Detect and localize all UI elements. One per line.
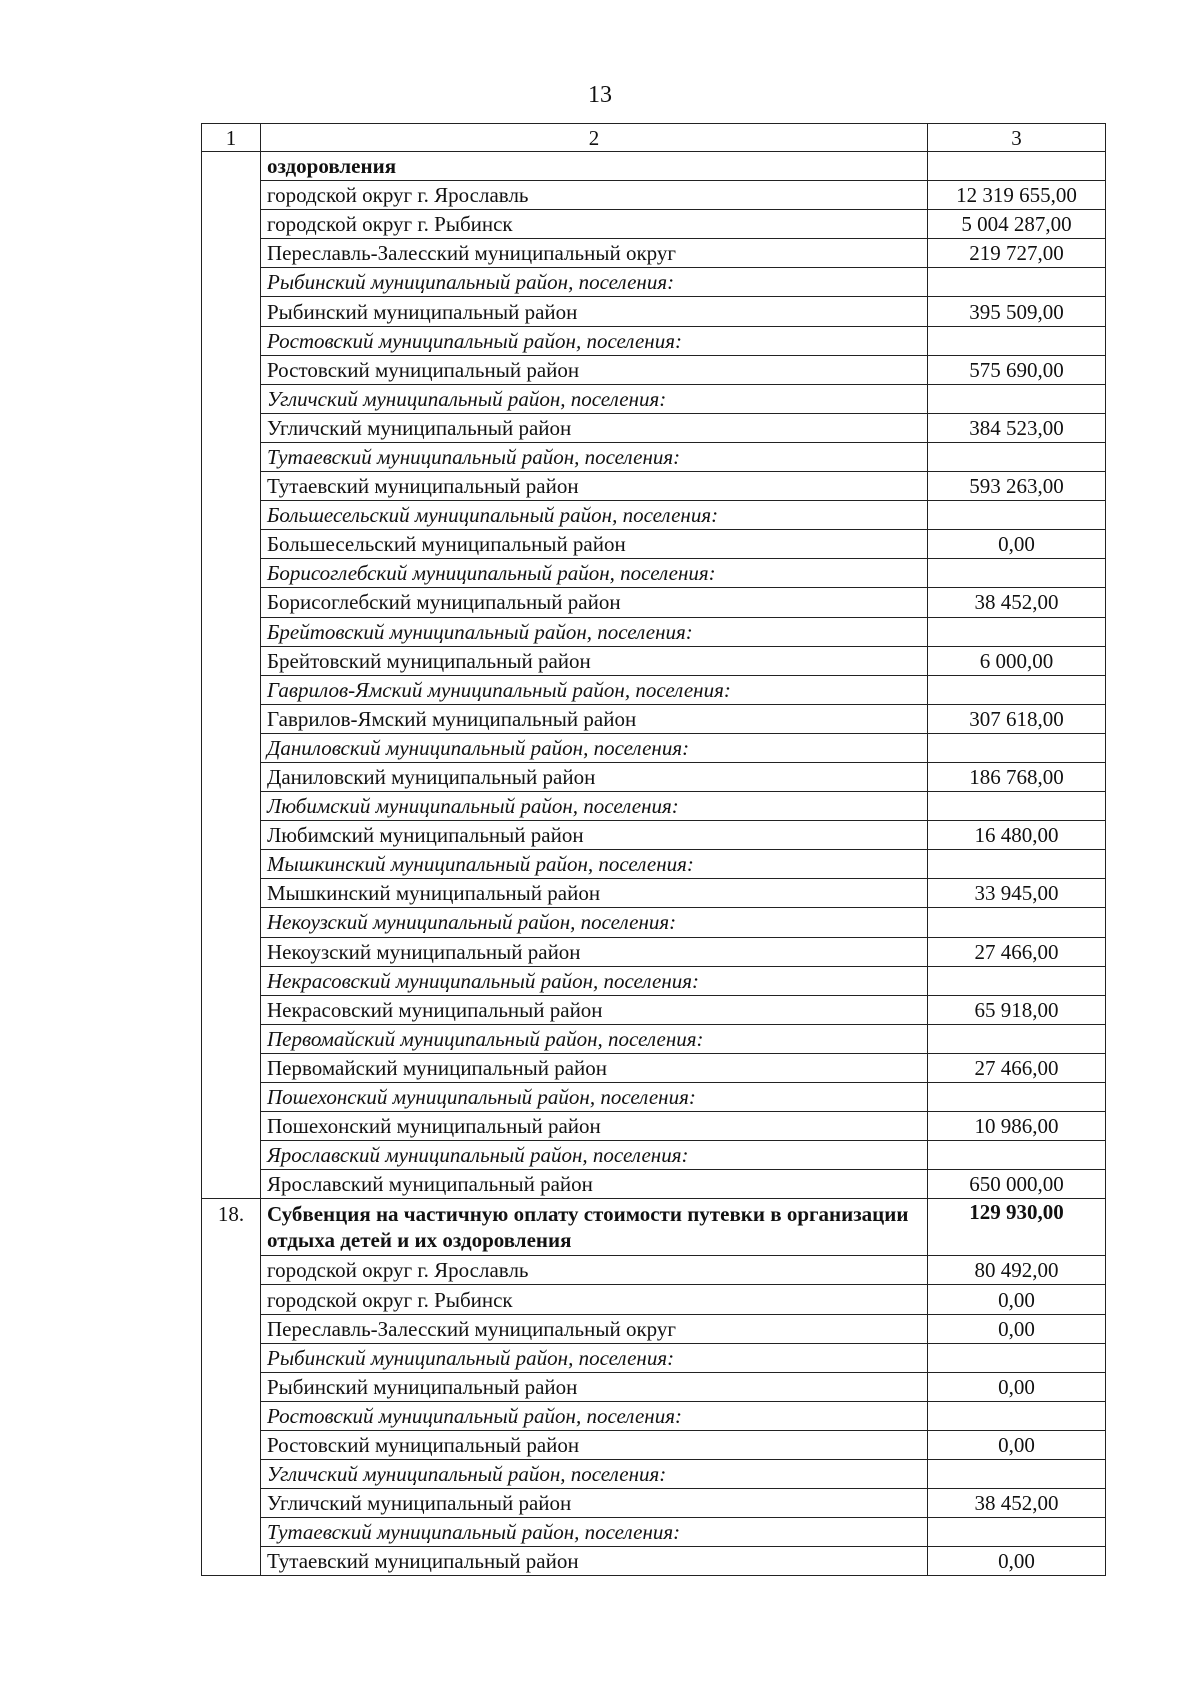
- row-number: 18.: [202, 1199, 261, 1576]
- table-row: [202, 1460, 1106, 1489]
- row-amount: 650 000,00: [928, 1170, 1106, 1199]
- table-row: [202, 617, 1106, 646]
- table-row: [202, 297, 1106, 326]
- row-name: Даниловский муниципальный район, поселения:: [261, 733, 928, 762]
- row-amount: 80 492,00: [928, 1256, 1106, 1285]
- row-amount: 0,00: [928, 1372, 1106, 1401]
- page-number: 13: [588, 82, 612, 108]
- row-amount: 593 263,00: [928, 472, 1106, 501]
- row-amount: [928, 326, 1106, 355]
- table-row: [202, 879, 1106, 908]
- table-row: [202, 1343, 1106, 1372]
- row-amount: [928, 1083, 1106, 1112]
- table-row: [202, 326, 1106, 355]
- table-row: [202, 937, 1106, 966]
- row-amount: [928, 617, 1106, 646]
- table-row: [202, 472, 1106, 501]
- row-amount: [928, 675, 1106, 704]
- row-amount: [928, 850, 1106, 879]
- row-amount: [928, 908, 1106, 937]
- row-name: городской округ г. Рыбинск: [261, 210, 928, 239]
- row-name: Некоузский муниципальный район: [261, 937, 928, 966]
- table-row: [202, 733, 1106, 762]
- table-row: [202, 704, 1106, 733]
- table-row: [202, 413, 1106, 442]
- row-amount: [928, 559, 1106, 588]
- row-amount: 33 945,00: [928, 879, 1106, 908]
- row-name: Ярославский муниципальный район, поселения:: [261, 1141, 928, 1170]
- row-amount: 27 466,00: [928, 1053, 1106, 1082]
- header-col-2: 2: [261, 124, 928, 152]
- row-name: Угличский муниципальный район: [261, 1489, 928, 1518]
- table-row: [202, 1314, 1106, 1343]
- table-row: [202, 821, 1106, 850]
- row-amount: 186 768,00: [928, 762, 1106, 791]
- row-name: Тутаевский муниципальный район, поселения:: [261, 442, 928, 471]
- table-row: [202, 792, 1106, 821]
- row-amount: [928, 733, 1106, 762]
- row-amount: 65 918,00: [928, 995, 1106, 1024]
- row-name: Переславль-Залесский муниципальный округ: [261, 239, 928, 268]
- row-amount: 38 452,00: [928, 1489, 1106, 1518]
- row-name: Ростовский муниципальный район: [261, 1430, 928, 1459]
- table-row: [202, 355, 1106, 384]
- row-amount: 16 480,00: [928, 821, 1106, 850]
- row-name: Угличский муниципальный район: [261, 413, 928, 442]
- row-name: Борисоглебский муниципальный район: [261, 588, 928, 617]
- row-amount: [928, 1518, 1106, 1547]
- row-amount: [928, 1141, 1106, 1170]
- row-name: Тутаевский муниципальный район, поселения:: [261, 1518, 928, 1547]
- table-row: [202, 1170, 1106, 1199]
- header-col-3: 3: [928, 124, 1106, 152]
- row-name: Брейтовский муниципальный район: [261, 646, 928, 675]
- row-name: Пошехонский муниципальный район: [261, 1112, 928, 1141]
- table-row: [202, 966, 1106, 995]
- table-row: [202, 908, 1106, 937]
- row-amount: 0,00: [928, 1314, 1106, 1343]
- row-name: Переславль-Залесский муниципальный округ: [261, 1314, 928, 1343]
- row-amount: [928, 442, 1106, 471]
- table-row: [202, 530, 1106, 559]
- row-amount: [928, 1024, 1106, 1053]
- row-name: городской округ г. Рыбинск: [261, 1285, 928, 1314]
- row-name: Мышкинский муниципальный район, поселения:: [261, 850, 928, 879]
- table-row: [202, 152, 1106, 181]
- table-row: [202, 210, 1106, 239]
- table-row: [202, 1489, 1106, 1518]
- row-amount: 384 523,00: [928, 413, 1106, 442]
- table-row: [202, 1141, 1106, 1170]
- table-row: [202, 1430, 1106, 1459]
- row-name: Рыбинский муниципальный район: [261, 1372, 928, 1401]
- row-name: Мышкинский муниципальный район: [261, 879, 928, 908]
- row-name: Борисоглебский муниципальный район, поселения:: [261, 559, 928, 588]
- row-amount: [928, 1401, 1106, 1430]
- row-amount: 38 452,00: [928, 588, 1106, 617]
- table-row: [202, 1401, 1106, 1430]
- row-name: Брейтовский муниципальный район, поселения:: [261, 617, 928, 646]
- row-amount: 395 509,00: [928, 297, 1106, 326]
- row-name: Некрасовский муниципальный район: [261, 995, 928, 1024]
- table-row: [202, 181, 1106, 210]
- row-amount: 575 690,00: [928, 355, 1106, 384]
- table-row: [202, 268, 1106, 297]
- row-name: Первомайский муниципальный район: [261, 1053, 928, 1082]
- row-amount: 6 000,00: [928, 646, 1106, 675]
- row-amount: [928, 501, 1106, 530]
- row-amount: 129 930,00: [928, 1199, 1106, 1256]
- row-amount: 0,00: [928, 1285, 1106, 1314]
- row-amount: 27 466,00: [928, 937, 1106, 966]
- row-amount: [928, 268, 1106, 297]
- table-row: [202, 1256, 1106, 1285]
- table-row: [202, 1083, 1106, 1112]
- table-row: [202, 239, 1106, 268]
- row-name: оздоровления: [261, 152, 928, 181]
- table-row: [202, 442, 1106, 471]
- table-row: [202, 1285, 1106, 1314]
- table-row: [202, 1199, 1106, 1256]
- row-amount: [928, 152, 1106, 181]
- row-amount: [928, 1460, 1106, 1489]
- table-row: [202, 675, 1106, 704]
- row-name: Большесельский муниципальный район: [261, 530, 928, 559]
- row-amount: 5 004 287,00: [928, 210, 1106, 239]
- row-amount: [928, 1343, 1106, 1372]
- table-row: [202, 588, 1106, 617]
- row-amount: 12 319 655,00: [928, 181, 1106, 210]
- row-amount: 219 727,00: [928, 239, 1106, 268]
- row-name: Тутаевский муниципальный район: [261, 472, 928, 501]
- row-name: Ярославский муниципальный район: [261, 1170, 928, 1199]
- table-row: [202, 1112, 1106, 1141]
- table-row: [202, 501, 1106, 530]
- row-amount: 0,00: [928, 1547, 1106, 1576]
- row-name: Ростовский муниципальный район: [261, 355, 928, 384]
- row-name: Большесельский муниципальный район, поселения:: [261, 501, 928, 530]
- table-row: [202, 995, 1106, 1024]
- row-name: Угличский муниципальный район, поселения:: [261, 1460, 928, 1489]
- row-amount: [928, 384, 1106, 413]
- row-amount: 307 618,00: [928, 704, 1106, 733]
- row-name: Рыбинский муниципальный район, поселения:: [261, 1343, 928, 1372]
- table-row: [202, 559, 1106, 588]
- row-name: Даниловский муниципальный район: [261, 762, 928, 791]
- row-name: Рыбинский муниципальный район: [261, 297, 928, 326]
- row-name: Любимский муниципальный район, поселения:: [261, 792, 928, 821]
- row-number: [202, 152, 261, 1199]
- row-name: Ростовский муниципальный район, поселения:: [261, 1401, 928, 1430]
- table-header-row: [202, 124, 1106, 152]
- row-name: Некрасовский муниципальный район, поселения:: [261, 966, 928, 995]
- budget-table: [201, 123, 1106, 1576]
- row-name: Угличский муниципальный район, поселения:: [261, 384, 928, 413]
- row-name: городской округ г. Ярославль: [261, 181, 928, 210]
- table-row: [202, 1547, 1106, 1576]
- table-row: [202, 1372, 1106, 1401]
- table-row: [202, 850, 1106, 879]
- row-name: Пошехонский муниципальный район, поселения:: [261, 1083, 928, 1112]
- row-amount: [928, 966, 1106, 995]
- row-name: Ростовский муниципальный район, поселения:: [261, 326, 928, 355]
- row-name: Рыбинский муниципальный район, поселения:: [261, 268, 928, 297]
- table-row: [202, 1518, 1106, 1547]
- row-name: Любимский муниципальный район: [261, 821, 928, 850]
- row-amount: 0,00: [928, 530, 1106, 559]
- table-row: [202, 646, 1106, 675]
- row-name: Первомайский муниципальный район, поселения:: [261, 1024, 928, 1053]
- header-col-1: 1: [202, 124, 261, 152]
- row-amount: [928, 792, 1106, 821]
- row-amount: 0,00: [928, 1430, 1106, 1459]
- table-row: [202, 1053, 1106, 1082]
- row-name: Гаврилов-Ямский муниципальный район, поселения:: [261, 675, 928, 704]
- row-name: Гаврилов-Ямский муниципальный район: [261, 704, 928, 733]
- row-name: Некоузский муниципальный район, поселения:: [261, 908, 928, 937]
- table-row: [202, 762, 1106, 791]
- row-amount: 10 986,00: [928, 1112, 1106, 1141]
- row-name: Субвенция на частичную оплату стоимости путевки в организации отдыха детей и их оздоровления: [261, 1199, 928, 1256]
- row-name: Тутаевский муниципальный район: [261, 1547, 928, 1576]
- row-name: городской округ г. Ярославль: [261, 1256, 928, 1285]
- table-row: [202, 384, 1106, 413]
- table-row: [202, 1024, 1106, 1053]
